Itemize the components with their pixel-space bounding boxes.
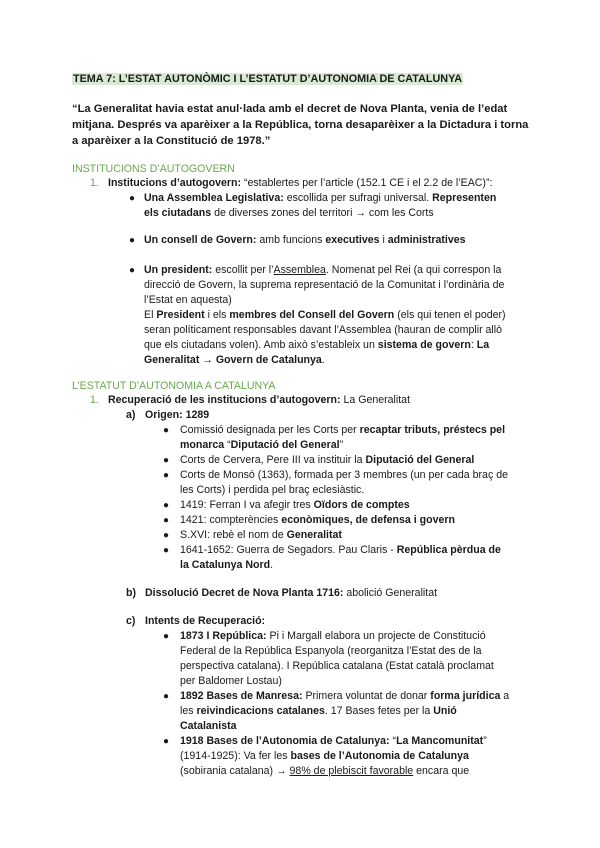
text: (1914-1925): Va fer les (180, 750, 291, 762)
text: abolició Generalitat (343, 587, 438, 599)
quote-line-3: a aparèixer a la Constitució de 1978.” (72, 135, 271, 147)
sublist-letter: b) (126, 587, 136, 599)
list-number: 1. (90, 394, 99, 406)
bold-text: la Catalunya Nord (180, 559, 271, 571)
bullet-president-line-4 (144, 308, 506, 323)
bold-text: recaptar tributs, préstecs pel (359, 424, 506, 436)
bullet-disc-icon: ● (129, 193, 136, 204)
bold-text: sistema de govern (377, 339, 471, 351)
bold-text: República pèrdua de (396, 544, 501, 556)
sublist-dissolucio (145, 586, 437, 601)
bold-text: Diputació del General (365, 454, 475, 466)
text: i els (204, 309, 230, 321)
bullet-disc-icon: ● (163, 631, 170, 642)
bold-text: President (156, 309, 205, 321)
text: S.XVI: rebè el nom de (180, 529, 287, 541)
text: El (144, 309, 157, 321)
intents-item-1-line-3: perspectiva catalana). I República catalana (Estat català proclamat (180, 660, 494, 672)
text: les (180, 705, 197, 717)
bullet-president-line-1 (144, 263, 501, 278)
sublist-intents-label: Intents de Recuperació: (145, 615, 266, 627)
origen-item-5 (180, 513, 455, 528)
origen-item-2 (180, 453, 474, 468)
text: . (321, 354, 325, 366)
text: (els qui tenen el poder) (394, 309, 506, 321)
list-number: 1. (90, 177, 99, 189)
origen-item-3-line-2: les Corts) i perdida pel braç eclesiàstic. (180, 484, 365, 496)
text: : (470, 339, 477, 351)
origen-item-3-line-1: Corts de Monsó (1363), formada per 3 membres (un per cada braç de (180, 469, 508, 481)
text: de diverses zones del territori → com les Corts (211, 207, 434, 219)
item-label: Institucions d’autogovern: (108, 177, 242, 189)
bullet-assemblea-line-2 (144, 206, 434, 221)
intents-item-1-line-4: per Baldomer Lostau) (180, 675, 282, 687)
text: encara que (413, 765, 470, 777)
list-item-institucions (108, 176, 492, 191)
bullet-disc-icon: ● (163, 500, 170, 511)
bullet-consell (144, 233, 466, 248)
intents-item-2-line-2 (180, 704, 457, 719)
sublist-letter: a) (126, 409, 136, 421)
origen-item-7-line-1 (180, 543, 501, 558)
item-label: Recuperació de les institucions d’autogovern: (108, 394, 341, 406)
bold-text: els ciutadans (144, 207, 212, 219)
bullet-president-line-7 (144, 353, 325, 368)
text: 1421: compterències (180, 514, 282, 526)
bold-text: administratives (387, 234, 466, 246)
section-heading-estatut: L’ESTATUT D’AUTONOMIA A CATALUNYA (72, 380, 276, 392)
bold-text: monarca (180, 439, 225, 451)
document-title (72, 72, 463, 87)
text: “ (224, 439, 231, 451)
bullet-disc-icon: ● (163, 455, 170, 466)
bullet-disc-icon: ● (163, 530, 170, 541)
bold-text: Dissolució Decret de Nova Planta 1716: (145, 587, 344, 599)
underlined-text: 98% de plebiscit favorable (289, 765, 414, 777)
intents-item-3-line-1 (180, 734, 487, 749)
bold-text: membres del Consell del Govern (229, 309, 395, 321)
bold-text: Un consell de Govern: (144, 234, 257, 246)
bold-text: forma jurídica (430, 690, 501, 702)
bold-text: executives (325, 234, 380, 246)
text: Pi i Margall elabora un projecte de Constitució (266, 630, 486, 642)
bullet-disc-icon: ● (163, 470, 170, 481)
bold-text: La (476, 339, 490, 351)
section-heading-institucions: INSTITUCIONS D’AUTOGOVERN (72, 163, 235, 175)
bullet-president-line-3: l’Estat en aquesta) (144, 294, 232, 306)
list-item-recuperacio (108, 393, 410, 408)
origen-item-4 (180, 498, 410, 513)
bold-text: Oïdors de comptes (313, 499, 410, 511)
bullet-assemblea-line-1 (144, 191, 496, 206)
bold-text: Generalitat → Govern de Catalunya (144, 354, 322, 366)
bold-text: Representen (432, 192, 497, 204)
bold-text: Unió (433, 705, 457, 717)
bullet-president-line-6 (144, 338, 489, 353)
bullet-disc-icon: ● (163, 691, 170, 702)
text: . 17 Bases fetes per la (324, 705, 434, 717)
bold-text: La Mancomunitat (396, 735, 484, 747)
text: a (500, 690, 510, 702)
bullet-president-line-2: direcció de Govern, la suprema representació de la Comunitat i l’ordinària de (144, 279, 505, 291)
origen-item-1-line-2 (180, 438, 343, 453)
quote-line-1: “La Generalitat havia estat anul·lada amb el decret de Nova Planta, venia de l’edat (72, 103, 508, 115)
bold-text: Una Assemblea Legislativa: (144, 192, 284, 204)
text: escollit per l’ (212, 264, 274, 276)
text: Corts de Cervera, Pere III va instituir la (180, 454, 366, 466)
intents-item-2-line-3: Catalanista (180, 720, 237, 732)
intents-item-1-line-2: Federal de la República Espanyola (reorganitza l’Estat des de la (180, 645, 482, 657)
title-highlight: TEMA 7: L’ESTAT AUTONÒMIC I L’ESTATUT D’AUTONOMIA DE CATALUNYA (73, 73, 463, 85)
underlined-text: Assemblea (273, 264, 326, 276)
text: 1641-1652: Guerra de Segadors. Pau Claris - (180, 544, 397, 556)
text: . Nomenat pel Rei (a qui correspon la (325, 264, 502, 276)
bold-text: econòmiques, de defensa i govern (281, 514, 455, 526)
text: ” (339, 439, 344, 451)
origen-item-6 (180, 528, 342, 543)
intents-item-1-line-1 (180, 629, 486, 644)
item-text: La Generalitat (340, 394, 411, 406)
bold-text: Diputació del General (230, 439, 340, 451)
text: (sobirania catalana) → (180, 765, 290, 777)
intents-item-2-line-1 (180, 689, 509, 704)
intents-item-3-line-2 (180, 749, 469, 764)
text: que els ciutadans volen). Amb això s’estableix un (144, 339, 378, 351)
bullet-disc-icon: ● (129, 235, 136, 246)
text: Primera voluntat de donar (302, 690, 431, 702)
item-text: “establertes per l’article (152.1 CE i el 2.2 de l’EAC)”: (241, 177, 493, 189)
bullet-disc-icon: ● (163, 736, 170, 747)
text: amb funcions (256, 234, 326, 246)
bold-text: bases de l’Autonomia de Catalunya (290, 750, 469, 762)
quote-line-2: mitjana. Després va aparèixer a la República, torna desaparèixer a la Dictadura i torna (72, 119, 529, 131)
bullet-disc-icon: ● (129, 265, 136, 276)
bold-text: Generalitat (286, 529, 342, 541)
text: ” (483, 735, 487, 747)
bold-text: 1873 I República: (180, 630, 267, 642)
bold-text: 1892 Bases de Manresa: (180, 690, 303, 702)
text: escollida per sufragi universal. (283, 192, 433, 204)
origen-item-1-line-1 (180, 423, 505, 438)
text: 1419: Ferran I va afegir tres (180, 499, 314, 511)
bullet-disc-icon: ● (163, 515, 170, 526)
intents-item-3-line-3 (180, 764, 469, 779)
sublist-origen-label: Origen: 1289 (145, 409, 210, 421)
text: . (270, 559, 274, 571)
sublist-letter: c) (126, 615, 136, 627)
bold-text: Un president: (144, 264, 213, 276)
text: i (379, 234, 388, 246)
bold-text: reivindicacions catalanes (196, 705, 325, 717)
bullet-president-line-5: seran políticament responsables davant l’Assemblea (hauran de complir allò (144, 324, 503, 336)
text: Comissió designada per les Corts per (180, 424, 360, 436)
text: “ (389, 735, 397, 747)
bullet-disc-icon: ● (163, 545, 170, 556)
bullet-disc-icon: ● (163, 425, 170, 436)
origen-item-7-line-2 (180, 558, 273, 573)
bold-text: 1918 Bases de l’Autonomia de Catalunya: (180, 735, 390, 747)
